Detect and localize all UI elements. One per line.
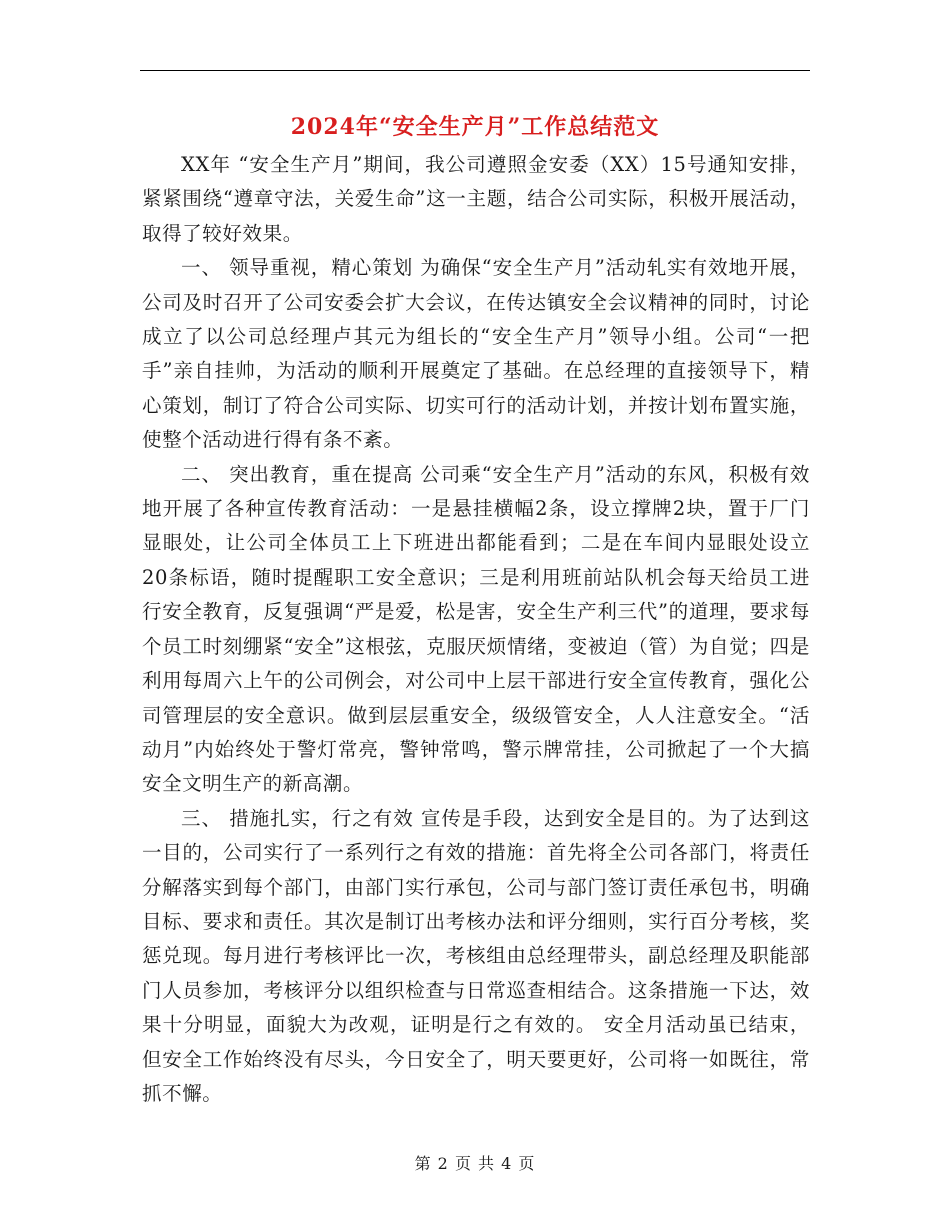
- paragraph-section-2: 二、 突出教育，重在提高 公司乘“安全生产月”活动的东风，积极有效地开展了各种宣传教育活动：一是悬挂横幅2条，设立撑牌2块，置于厂门显眼处，让公司全体员工上下班进出都能看到；二是在车间内显眼处设立20条标语，随时提醒职工安全意识；三是利用班前站队机会每天给员工进行安全教育，反复强调“严是爱，松是害，安全生产利三代”的道理，要求每个员工时刻绷紧“安全”这根弦，克服厌烦情绪，变被迫（管）为自觉；四是利用每周六上午的公司例会，对公司中上层干部进行安全宣传教育，强化公司管理层的安全意识。做到层层重安全，级级管安全，人人注意安全。“活动月”内始终处于警灯常亮，警钟常鸣，警示牌常挂，公司掀起了一个大搞安全文明生产的新高潮。: [142, 462, 810, 796]
- document-title: 2024年“安全生产月”工作总结范文: [290, 114, 660, 140]
- document-body: [142, 148, 810, 1111]
- header-rule: [140, 70, 810, 71]
- paragraph-section-1: 一、 领导重视，精心策划 为确保“安全生产月”活动轧实有效地开展，公司及时召开了公司安委会扩大会议，在传达镇安全会议精神的同时，讨论成立了以公司总经理卢其元为组长的“安全生产月”领导小组。公司“一把手”亲自挂帅，为活动的顺利开展奠定了基础。在总经理的直接领导下，精心策划，制订了符合公司实际、切实可行的活动计划，并按计划布置实施，使整个活动进行得有条不紊。: [142, 256, 810, 452]
- page-number-footer: 第 2 页 共 4 页: [414, 1154, 536, 1173]
- paragraph-intro: XX年 “安全生产月”期间，我公司遵照金安委（XX）15号通知安排，紧紧围绕“遵章守法，关爱生命”这一主题，结合公司实际，积极开展活动，取得了较好效果。: [142, 153, 810, 245]
- paragraph-section-3: 三、 措施扎实，行之有效 宣传是手段，达到安全是目的。为了达到这一目的，公司实行了一系列行之有效的措施：首先将全公司各部门，将责任分解落实到每个部门，由部门实行承包，公司与部门签订责任承包书，明确目标、要求和责任。其次是制订出考核办法和评分细则，实行百分考核，奖惩兑现。每月进行考核评比一次，考核组由总经理带头，副总经理及职能部门人员参加，考核评分以组织检查与日常巡查相结合。这条措施一下达，效果十分明显，面貌大为改观，证明是行之有效的。 安全月活动虽已结束，但安全工作始终没有尽头，今日安全了，明天要更好，公司将一如既往，常抓不懈。: [142, 806, 810, 1105]
